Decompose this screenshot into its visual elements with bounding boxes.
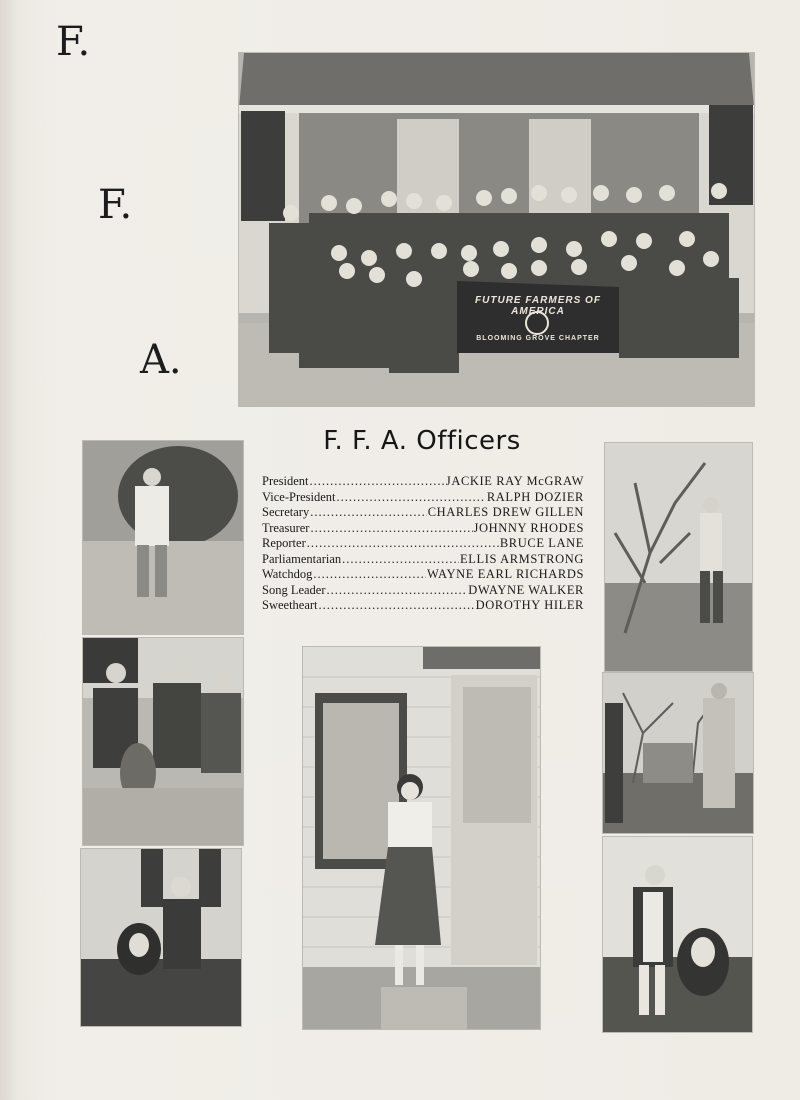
photo-orchard-group-image: [603, 673, 753, 833]
leader-dots: [307, 536, 499, 552]
photo-pruning-tree: [605, 443, 752, 671]
officer-row: [262, 567, 584, 583]
officer-name: BRUCE LANE: [499, 536, 584, 550]
photo-three-boys-image: [83, 638, 243, 845]
photo-orchard-group: [603, 673, 753, 833]
officer-role: President: [262, 474, 309, 488]
officer-name: DOROTHY HILER: [475, 598, 584, 612]
officer-role: Watchdog: [262, 567, 313, 581]
officer-role: Secretary: [262, 505, 310, 519]
side-letter-f1: F.: [56, 19, 91, 65]
group-photo-image: [239, 53, 754, 406]
banner-top-text: FUTURE FARMERS OF AMERICA: [475, 295, 601, 317]
officer-name: RALPH DOZIER: [486, 489, 584, 504]
officer-row: [262, 552, 584, 568]
leader-dots: [337, 490, 486, 506]
photo-boy-with-calf-image: [81, 849, 241, 1026]
officer-row: [262, 521, 584, 537]
section-title: F. F. A. Officers: [323, 426, 521, 456]
officer-name: WAYNE EARL RICHARDS: [426, 567, 584, 581]
leader-dots: [319, 598, 475, 614]
photo-boy-with-hereford: [603, 837, 752, 1032]
photo-boy-with-calf: [81, 849, 241, 1026]
group-photo: [239, 53, 754, 406]
officer-role: Song Leader: [262, 582, 326, 597]
leader-dots: [310, 474, 445, 490]
photo-boy-with-hereford-image: [603, 837, 752, 1032]
leader-dots: [327, 583, 468, 599]
officer-role: Treasurer: [262, 520, 310, 535]
officer-name: ELLIS ARMSTRONG: [460, 551, 584, 566]
photo-sweetheart: [303, 647, 540, 1029]
officer-row: [262, 490, 584, 506]
officer-role: Reporter: [262, 536, 306, 550]
side-letter-f2: F.: [98, 182, 133, 228]
photo-man-standing: [83, 441, 243, 634]
officer-role: Sweetheart: [262, 598, 318, 612]
officer-row: [262, 536, 584, 552]
officer-role: Parliamentarian: [262, 551, 342, 566]
banner-overlay: [457, 281, 619, 353]
banner-bottom-text: BLOOMING GROVE CHAPTER: [476, 335, 600, 342]
photo-sweetheart-image: [303, 647, 540, 1029]
leader-dots: [310, 521, 472, 537]
leader-dots: [342, 552, 459, 568]
officer-row: [262, 505, 584, 521]
side-letter-a: A.: [140, 337, 182, 383]
officer-name: JOHNNY RHODES: [473, 520, 584, 535]
leader-dots: [310, 505, 426, 521]
officer-row: [262, 474, 584, 490]
officer-name: DWAYNE WALKER: [468, 582, 584, 597]
photo-man-standing-image: [83, 441, 243, 634]
leader-dots: [313, 567, 426, 583]
officer-name: JACKIE RAY McGRAW: [445, 474, 584, 488]
photo-pruning-tree-image: [605, 443, 752, 671]
officer-row: [262, 583, 584, 599]
officer-role: Vice-President: [262, 489, 336, 504]
officers-list: [262, 474, 584, 614]
officer-row: [262, 598, 584, 614]
photo-three-boys-with-pig: [83, 638, 243, 845]
officer-name: CHARLES DREW GILLEN: [427, 505, 584, 519]
